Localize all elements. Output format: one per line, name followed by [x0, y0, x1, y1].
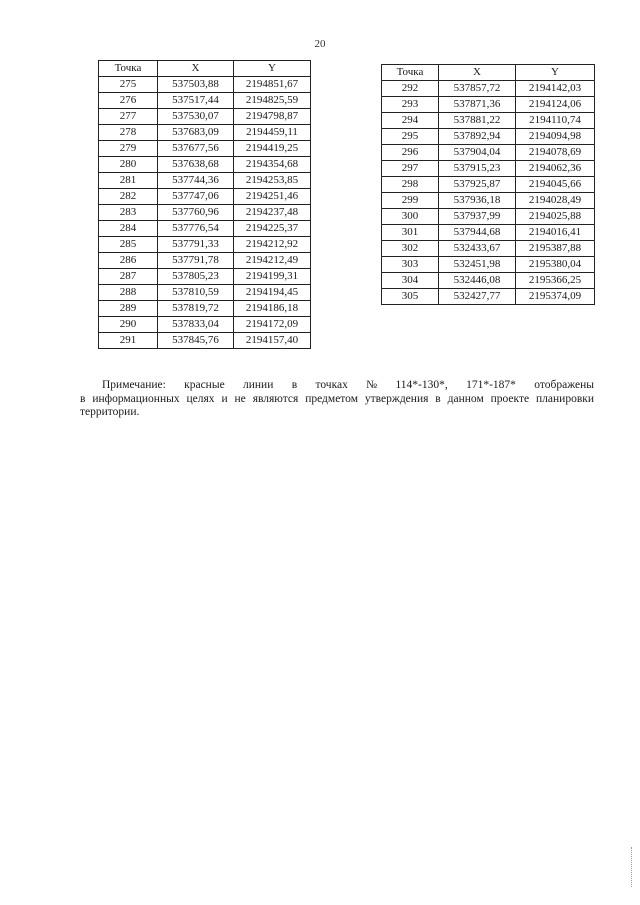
column-header-point: Точка [382, 65, 439, 81]
footnote-word: в [291, 379, 298, 391]
column-header-y: Y [516, 65, 595, 81]
cell-y: 2194028,49 [516, 193, 595, 209]
cell-point: 296 [382, 145, 439, 161]
cell-y: 2194851,67 [234, 77, 311, 93]
cell-y: 2194172,09 [234, 317, 311, 333]
table-row [382, 193, 595, 209]
cell-point: 284 [99, 221, 158, 237]
table-row [99, 269, 311, 285]
cell-y: 2194094,98 [516, 129, 595, 145]
table-row [99, 317, 311, 333]
cell-point: 305 [382, 289, 439, 305]
cell-point: 303 [382, 257, 439, 273]
cell-y: 2194251,46 [234, 189, 311, 205]
table-row [99, 221, 311, 237]
table-row [382, 177, 595, 193]
cell-point: 295 [382, 129, 439, 145]
cell-point: 289 [99, 301, 158, 317]
footnote-word: № [366, 379, 378, 391]
cell-y: 2195387,88 [516, 241, 595, 257]
column-header-x: X [158, 61, 234, 77]
cell-x: 532451,98 [439, 257, 516, 273]
cell-x: 537776,54 [158, 221, 234, 237]
cell-point: 282 [99, 189, 158, 205]
table-row [99, 285, 311, 301]
footnote-word: Примечание: [102, 379, 166, 391]
cell-point: 285 [99, 237, 158, 253]
table-row [99, 253, 311, 269]
cell-y: 2194825,59 [234, 93, 311, 109]
table-header-row [382, 65, 595, 81]
table-row [382, 209, 595, 225]
table-row [99, 141, 311, 157]
cell-x: 537791,78 [158, 253, 234, 269]
cell-y: 2194142,03 [516, 81, 595, 97]
column-header-x: X [439, 65, 516, 81]
table-row [382, 257, 595, 273]
cell-point: 288 [99, 285, 158, 301]
cell-point: 283 [99, 205, 158, 221]
cell-x: 537925,87 [439, 177, 516, 193]
cell-y: 2194199,31 [234, 269, 311, 285]
cell-y: 2194157,40 [234, 333, 311, 349]
footnote [80, 379, 594, 420]
footnote-word: 171*-187* [466, 379, 516, 391]
cell-x: 537881,22 [439, 113, 516, 129]
cell-x: 537747,06 [158, 189, 234, 205]
cell-point: 278 [99, 125, 158, 141]
cell-x: 537857,72 [439, 81, 516, 97]
cell-x: 537503,88 [158, 77, 234, 93]
cell-x: 537937,99 [439, 209, 516, 225]
cell-point: 297 [382, 161, 439, 177]
cell-y: 2194419,25 [234, 141, 311, 157]
table-row [382, 225, 595, 241]
cell-point: 280 [99, 157, 158, 173]
cell-x: 537892,94 [439, 129, 516, 145]
cell-point: 300 [382, 209, 439, 225]
table-row [99, 109, 311, 125]
cell-y: 2194110,74 [516, 113, 595, 129]
cell-point: 298 [382, 177, 439, 193]
coordinates-table-right [381, 64, 595, 305]
cell-point: 275 [99, 77, 158, 93]
table-row [382, 113, 595, 129]
cell-x: 537819,72 [158, 301, 234, 317]
footnote-word: отображены [534, 379, 594, 391]
cell-point: 304 [382, 273, 439, 289]
coordinates-table-left [98, 60, 311, 349]
cell-y: 2194045,66 [516, 177, 595, 193]
cell-x: 537517,44 [158, 93, 234, 109]
table-row [99, 301, 311, 317]
footnote-word: линии [243, 379, 274, 391]
cell-point: 286 [99, 253, 158, 269]
cell-point: 276 [99, 93, 158, 109]
cell-x: 537791,33 [158, 237, 234, 253]
cell-x: 537833,04 [158, 317, 234, 333]
cell-x: 537677,56 [158, 141, 234, 157]
table-header-row [99, 61, 311, 77]
column-header-y: Y [234, 61, 311, 77]
cell-y: 2194354,68 [234, 157, 311, 173]
cell-x: 537810,59 [158, 285, 234, 301]
table-row [382, 81, 595, 97]
cell-x: 537805,23 [158, 269, 234, 285]
cell-x: 537936,18 [439, 193, 516, 209]
table-row [382, 273, 595, 289]
cell-y: 2194212,49 [234, 253, 311, 269]
cell-y: 2194237,48 [234, 205, 311, 221]
cell-x: 537530,07 [158, 109, 234, 125]
cell-y: 2194062,36 [516, 161, 595, 177]
table-row [382, 289, 595, 305]
cell-point: 301 [382, 225, 439, 241]
table-row [99, 205, 311, 221]
cell-y: 2194078,69 [516, 145, 595, 161]
footnote-first-line [100, 379, 594, 393]
table-row [99, 77, 311, 93]
cell-y: 2194124,06 [516, 97, 595, 113]
cell-x: 537845,76 [158, 333, 234, 349]
cell-x: 537871,36 [439, 97, 516, 113]
cell-y: 2194225,37 [234, 221, 311, 237]
cell-y: 2194798,87 [234, 109, 311, 125]
cell-x: 537744,36 [158, 173, 234, 189]
table-row [99, 333, 311, 349]
cell-point: 277 [99, 109, 158, 125]
cell-point: 302 [382, 241, 439, 257]
table-row [382, 145, 595, 161]
table-row [382, 97, 595, 113]
cell-x: 537915,23 [439, 161, 516, 177]
footnote-rest: в информационных целях и не являются предметом утверждения в данном проекте планировки территории. [80, 392, 594, 418]
cell-y: 2194212,92 [234, 237, 311, 253]
cell-point: 279 [99, 141, 158, 157]
table-row [382, 241, 595, 257]
cell-point: 291 [99, 333, 158, 349]
table-row [99, 125, 311, 141]
cell-point: 294 [382, 113, 439, 129]
page-number: 20 [314, 38, 326, 50]
cell-x: 537760,96 [158, 205, 234, 221]
cell-y: 2194025,88 [516, 209, 595, 225]
cell-y: 2194253,85 [234, 173, 311, 189]
cell-x: 532446,08 [439, 273, 516, 289]
cell-point: 293 [382, 97, 439, 113]
table-row [99, 157, 311, 173]
cell-y: 2195380,04 [516, 257, 595, 273]
cell-point: 299 [382, 193, 439, 209]
cell-y: 2195366,25 [516, 273, 595, 289]
cell-x: 537904,04 [439, 145, 516, 161]
cell-x: 532427,77 [439, 289, 516, 305]
cell-y: 2194186,18 [234, 301, 311, 317]
table-row [99, 93, 311, 109]
cell-y: 2195374,09 [516, 289, 595, 305]
cell-x: 537683,09 [158, 125, 234, 141]
cell-point: 281 [99, 173, 158, 189]
table-row [382, 161, 595, 177]
footnote-word: точках [315, 379, 348, 391]
footnote-word: красные [184, 379, 225, 391]
table-row [99, 237, 311, 253]
column-header-point: Точка [99, 61, 158, 77]
table-row [382, 129, 595, 145]
cell-x: 532433,67 [439, 241, 516, 257]
cell-point: 290 [99, 317, 158, 333]
cell-x: 537638,68 [158, 157, 234, 173]
cell-point: 287 [99, 269, 158, 285]
cell-y: 2194016,41 [516, 225, 595, 241]
cell-point: 292 [382, 81, 439, 97]
cell-y: 2194194,45 [234, 285, 311, 301]
table-row [99, 173, 311, 189]
cell-x: 537944,68 [439, 225, 516, 241]
footnote-word: 114*-130*, [395, 379, 448, 391]
cell-y: 2194459,11 [234, 125, 311, 141]
table-row [99, 189, 311, 205]
scan-edge-marks [631, 847, 634, 887]
